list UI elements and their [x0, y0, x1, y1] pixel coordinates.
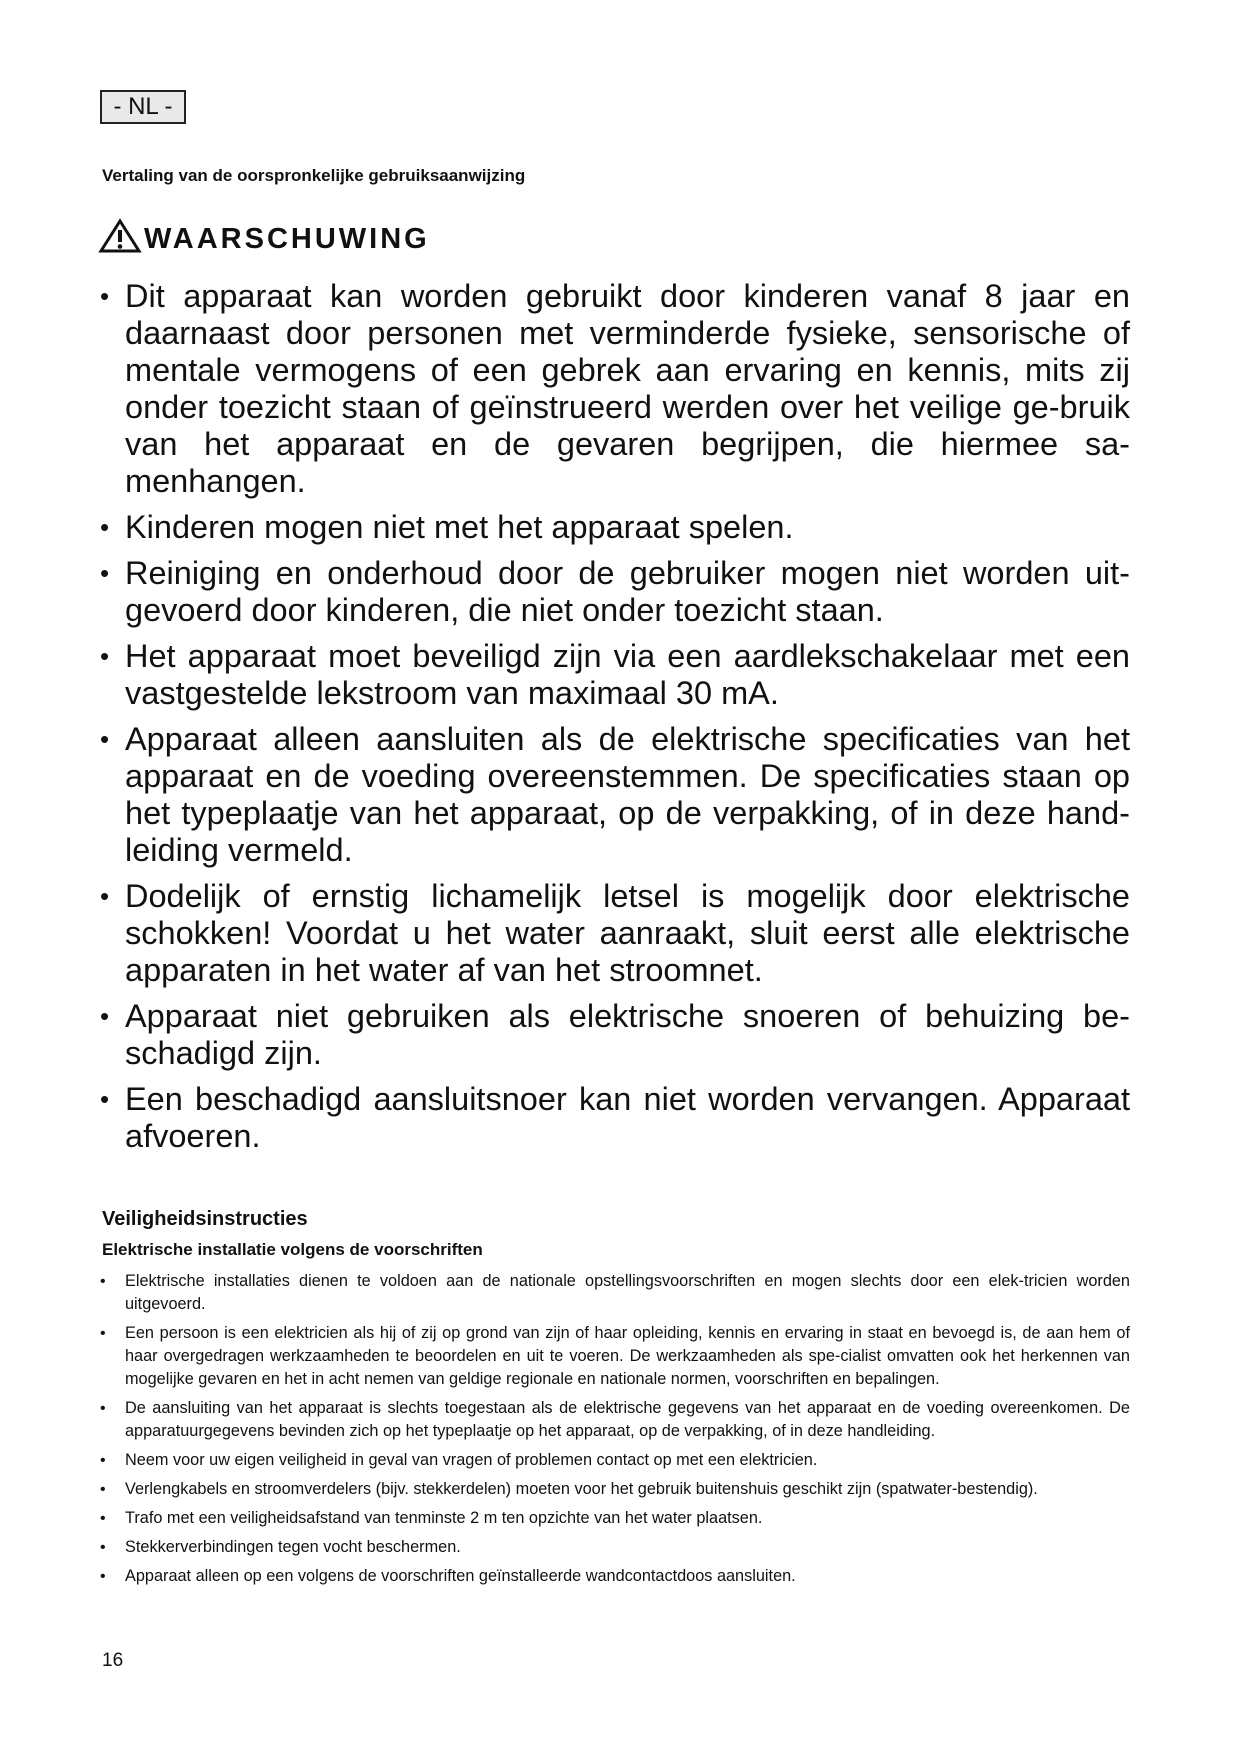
- language-tag: - NL -: [100, 90, 186, 124]
- list-item: • Kinderen mogen niet met het apparaat spelen.: [100, 509, 794, 545]
- warning-triangle-icon: [98, 218, 142, 254]
- list-item: • Een persoon is een elektricien als hij of zij op grond van zijn of haar opleiding, kennis en ervaring in staat en bevoegd is, de aan hem of haar overgedragen werkzaamheden te beoordelen en uit te voeren. De werkzaamheden als spe-cialist omvatten ook het herkennen van mogelijke gevaren en het in acht nemen van geldige regionale en nationale normen, voorschriften en bepalingen.: [100, 1324, 1130, 1388]
- list-item: • Apparaat alleen op een volgens de voorschriften geïnstalleerde wandcontactdoos aansluiten.: [100, 1567, 796, 1585]
- list-item: • Apparaat niet gebruiken als elektrische snoeren of behuizing be-schadigd zijn.: [100, 998, 1130, 1071]
- section-title: Veiligheidsinstructies: [102, 1208, 308, 1230]
- list-item: • Apparaat alleen aansluiten als de elektrische specificaties van het apparaat en de voeding overeenstemmen. De specificaties staan op het typeplaatje van het apparaat, op de verpakking, of in deze hand-leiding vermeld.: [100, 721, 1130, 868]
- warning-heading: [98, 218, 430, 254]
- list-item: • Een beschadigd aansluitsnoer kan niet worden vervangen. Apparaat afvoeren.: [100, 1081, 1130, 1154]
- safety-list: [100, 1270, 1130, 1594]
- list-item: • Het apparaat moet beveiligd zijn via een aardlekschakelaar met een vastgestelde lekstroom van maximaal 30 mA.: [100, 638, 1130, 711]
- section-subtitle: Elektrische installatie volgens de voorschriften: [102, 1240, 483, 1259]
- list-item: • Dodelijk of ernstig lichamelijk letsel is mogelijk door elektrische schokken! Voordat u het water aanraakt, sluit eerst alle elektrische apparaten in het water af van het stroomnet.: [100, 878, 1130, 988]
- list-item: • De aansluiting van het apparaat is slechts toegestaan als de elektrische gegevens van het apparaat en de voeding overeenkomen. De apparatuurgegevens bevinden zich op het typeplaatje op het apparaat, op de verpakking, of in deze handleiding.: [100, 1399, 1130, 1440]
- list-item: • Verlengkabels en stroomverdelers (bijv. stekkerdelen) moeten voor het gebruik buitenshuis geschikt zijn (spatwater-bestendig).: [100, 1480, 1038, 1498]
- list-item: • Reiniging en onderhoud door de gebruiker mogen niet worden uit-gevoerd door kinderen, die niet onder toezicht staan.: [100, 555, 1130, 628]
- document-subtitle: Vertaling van de oorspronkelijke gebruiksaanwijzing: [102, 166, 526, 185]
- list-item: • Elektrische installaties dienen te voldoen aan de nationale opstellingsvoorschriften en mogen slechts door een elek-tricien worden uitgevoerd.: [100, 1272, 1130, 1313]
- list-item: • Neem voor uw eigen veiligheid in geval van vragen of problemen contact op met een elektricien.: [100, 1451, 818, 1469]
- page-number: 16: [102, 1650, 124, 1671]
- list-item: • Dit apparaat kan worden gebruikt door kinderen vanaf 8 jaar en daarnaast door personen met verminderde fysieke, sensorische of mentale vermogens of een gebrek aan ervaring en kennis, mits zij onder toezicht staan of geïnstrueerd werden over het veilige ge-bruik van het apparaat en de gevaren begrijpen, die hiermee sa-menhangen.: [100, 278, 1130, 499]
- warning-title: WAARSCHUWING: [144, 223, 430, 255]
- list-item: • Trafo met een veiligheidsafstand van tenminste 2 m ten opzichte van het water plaatsen.: [100, 1509, 763, 1527]
- list-item: • Stekkerverbindingen tegen vocht beschermen.: [100, 1538, 461, 1556]
- warning-list: [100, 278, 1130, 1164]
